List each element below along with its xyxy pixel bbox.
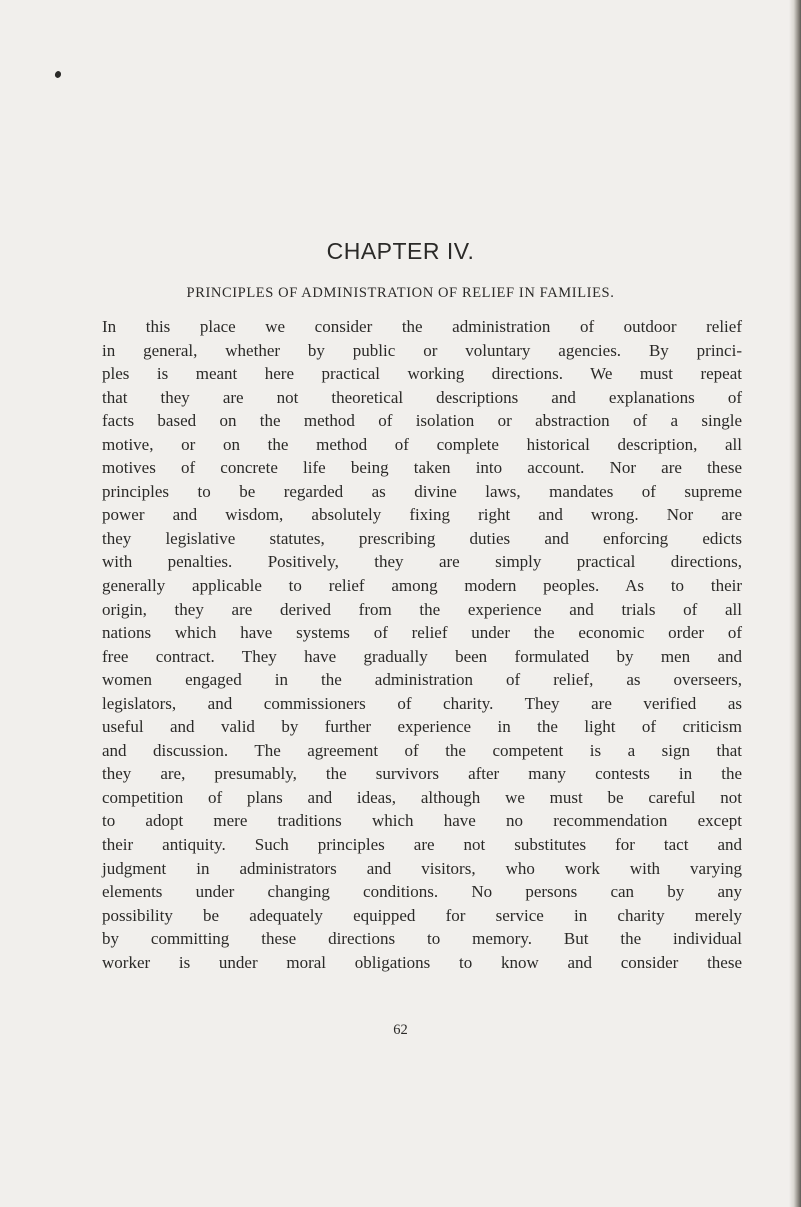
text-line: generally applicable to relief among modern peoples. As to their <box>102 576 742 596</box>
text-line: that they are not theoretical descriptions and explanations of <box>102 387 742 407</box>
chapter-title: CHAPTER IV. <box>326 238 475 264</box>
text-line: to adopt mere traditions which have no recommendation except <box>102 811 742 831</box>
text-line: by committing these directions to memory. But the individual <box>102 929 742 949</box>
text-line: worker is under moral obligations to know and consider these <box>102 952 742 972</box>
text-line: they legislative statutes, prescribing duties and enforcing edicts <box>102 528 742 548</box>
text-line: elements under changing conditions. No persons can by any <box>102 882 742 902</box>
text-line: useful and valid by further experience in the light of criticism <box>102 717 742 737</box>
text-line: possibility be adequately equipped for service in charity merely <box>102 905 742 925</box>
text-line: with penalties. Positively, they are simply practical directions, <box>102 552 742 572</box>
page-number: 62 <box>393 1022 408 1038</box>
text-line: in general, whether by public or voluntary agencies. By princi- <box>102 340 742 360</box>
text-line: free contract. They have gradually been formulated by men and <box>102 646 742 666</box>
text-line: women engaged in the administration of relief, as overseers, <box>102 670 742 690</box>
ink-spot <box>54 70 62 79</box>
text-line: their antiquity. Such principles are not substitutes for tact and <box>102 835 742 855</box>
body-paragraph <box>102 315 742 974</box>
text-line: In this place we consider the administration of outdoor relief <box>102 317 742 336</box>
text-line: principles to be regarded as divine laws, mandates of supreme <box>102 481 742 501</box>
text-line: judgment in administrators and visitors, who work with varying <box>102 858 742 878</box>
text-line: competition of plans and ideas, although we must be careful not <box>102 787 742 807</box>
text-line: origin, they are derived from the experience and trials of all <box>102 599 742 619</box>
text-line: legislators, and commissioners of charity. They are verified as <box>102 693 742 713</box>
text-line: power and wisdom, absolutely fixing right and wrong. Nor are <box>102 505 742 525</box>
text-line: nations which have systems of relief under the economic order of <box>102 623 742 643</box>
text-line: ples is meant here practical working directions. We must repeat <box>102 364 742 384</box>
section-heading: PRINCIPLES OF ADMINISTRATION OF RELIEF IN FAMILIES. <box>186 285 615 301</box>
text-line: they are, presumably, the survivors after many contests in the <box>102 764 742 784</box>
text-line: and discussion. The agreement of the competent is a sign that <box>102 740 742 760</box>
text-line: motives of concrete life being taken into account. Nor are these <box>102 458 742 478</box>
text-line: facts based on the method of isolation or abstraction of a single <box>102 411 742 431</box>
text-line: motive, or on the method of complete historical description, all <box>102 434 742 454</box>
